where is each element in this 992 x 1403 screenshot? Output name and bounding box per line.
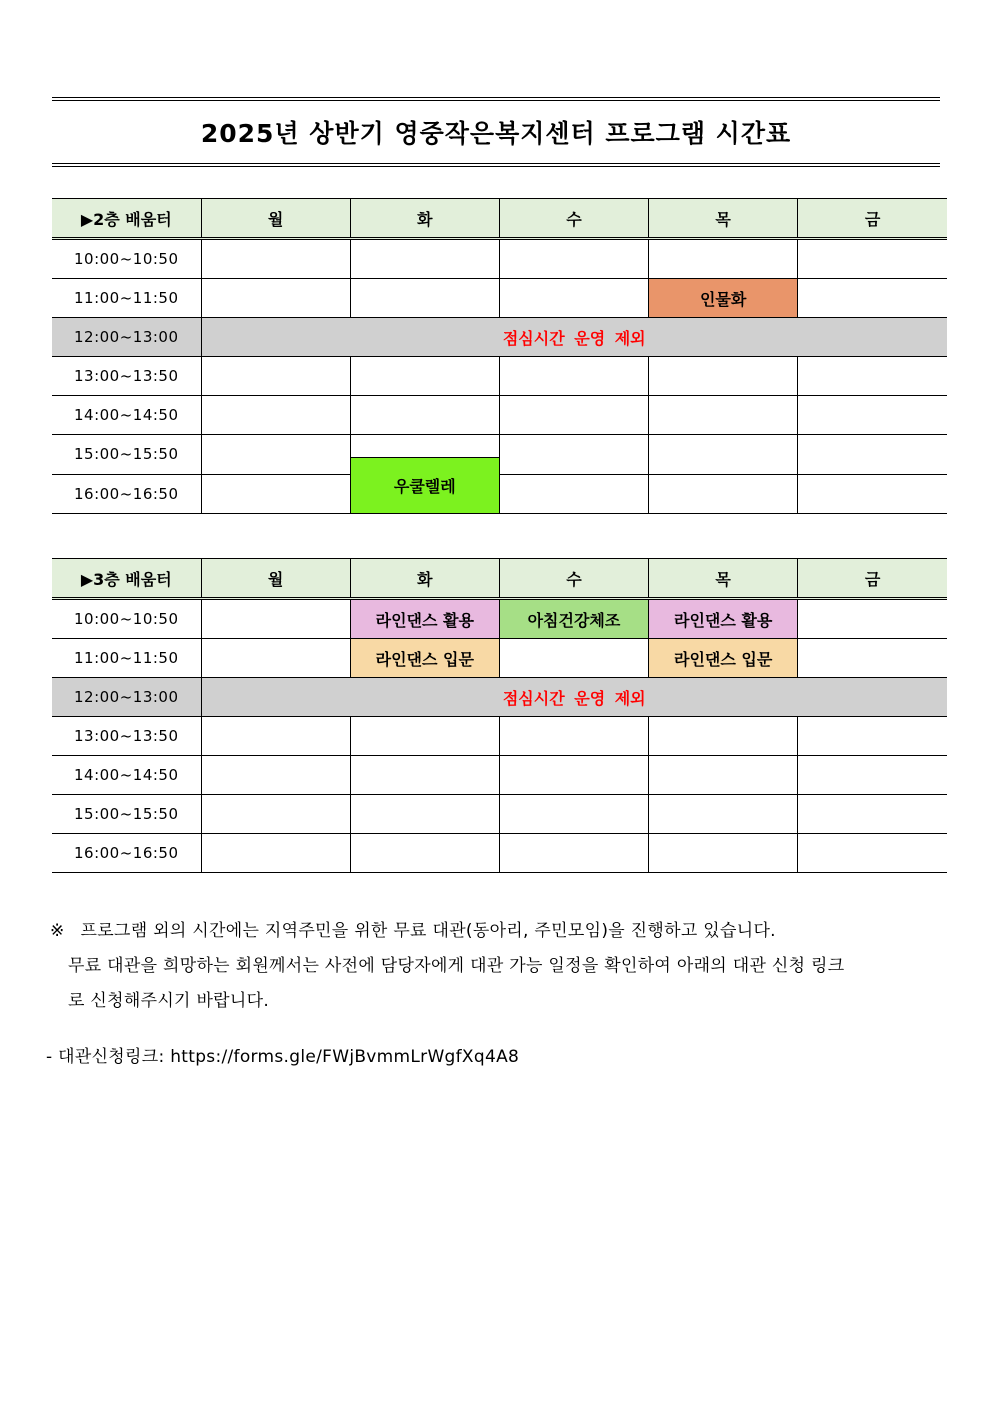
time-row [52, 239, 947, 279]
time-row [52, 717, 947, 756]
schedule-table-floor2 [52, 198, 947, 514]
cell [798, 357, 947, 396]
cell [350, 357, 499, 396]
ukulele-cell-top [350, 435, 499, 475]
cell [350, 795, 499, 834]
cell [798, 756, 947, 795]
time-row [52, 599, 947, 639]
time-row [52, 756, 947, 795]
cell [499, 396, 648, 435]
cell [201, 834, 350, 873]
time-row [52, 639, 947, 678]
program-cell-morning-exercise: 아침건강체조 [499, 599, 648, 639]
program-cell-ukulele [350, 474, 499, 513]
cell [499, 435, 648, 475]
cell [798, 474, 947, 513]
cell [350, 239, 499, 279]
day-header-thu: 목 [649, 559, 798, 599]
time-slot: 15:00~15:50 [52, 795, 201, 834]
cell [201, 435, 350, 475]
day-header-fri: 금 [798, 199, 947, 239]
time-row [52, 279, 947, 318]
cell [649, 435, 798, 475]
cell [201, 599, 350, 639]
cell [798, 239, 947, 279]
time-slot: 11:00~11:50 [52, 279, 201, 318]
time-row [52, 474, 947, 513]
header-row [52, 199, 947, 239]
cell [350, 717, 499, 756]
cell [201, 756, 350, 795]
time-row [52, 795, 947, 834]
lunch-row [52, 318, 947, 357]
cell [201, 474, 350, 513]
time-row [52, 834, 947, 873]
program-label-ukulele: 우쿨렐레 [393, 476, 456, 496]
cell [499, 756, 648, 795]
cell [649, 396, 798, 435]
notice-line [50, 914, 945, 949]
cell [649, 239, 798, 279]
cell [798, 396, 947, 435]
day-header-wed: 수 [499, 559, 648, 599]
cell [499, 717, 648, 756]
cell [499, 834, 648, 873]
day-header-tue: 화 [350, 199, 499, 239]
cell [798, 639, 947, 678]
cell [499, 357, 648, 396]
cell [201, 279, 350, 318]
cell [798, 279, 947, 318]
cell [499, 239, 648, 279]
cell [649, 756, 798, 795]
program-cell-linedance-use: 라인댄스 활용 [649, 599, 798, 639]
notice-text-2: 무료 대관을 희망하는 회원께서는 사전에 담당자에게 대관 가능 일정을 확인하여 아래의 대관 신청 링크 [68, 956, 845, 976]
time-slot: 10:00~10:50 [52, 239, 201, 279]
reference-mark: ※ [50, 921, 65, 941]
lunch-notice: 점심시간 운영 제외 [201, 678, 947, 717]
program-cell-portrait: 인물화 [649, 279, 798, 318]
notice-text-3: 로 신청해주시기 바랍니다. [68, 991, 270, 1011]
program-cell-linedance-intro: 라인댄스 입문 [649, 639, 798, 678]
time-slot: 16:00~16:50 [52, 834, 201, 873]
day-header-thu: 목 [649, 199, 798, 239]
rental-link[interactable]: - 대관신청링크: https://forms.gle/FWjBvmmLrWgfXq4A8 [46, 1047, 520, 1067]
cell [350, 396, 499, 435]
time-slot: 15:00~15:50 [52, 435, 201, 475]
cell [201, 639, 350, 678]
program-cell-linedance-use: 라인댄스 활용 [350, 599, 499, 639]
time-row [52, 357, 947, 396]
cell [499, 795, 648, 834]
cell [499, 474, 648, 513]
schedule-table-floor3 [52, 558, 947, 873]
program-cell-linedance-intro: 라인댄스 입문 [350, 639, 499, 678]
time-slot: 10:00~10:50 [52, 599, 201, 639]
cell [649, 357, 798, 396]
cell [649, 474, 798, 513]
cell [798, 435, 947, 475]
time-slot: 12:00~13:00 [52, 678, 201, 717]
time-slot: 13:00~13:50 [52, 357, 201, 396]
day-header-mon: 월 [201, 559, 350, 599]
cell [201, 396, 350, 435]
cell [201, 357, 350, 396]
lunch-row [52, 678, 947, 717]
header-row [52, 559, 947, 599]
cell [350, 756, 499, 795]
cell [499, 279, 648, 318]
notice-text-1: 프로그램 외의 시간에는 지역주민을 위한 무료 대관(동아리, 주민모임)을 진행하고 있습니다. [80, 921, 776, 941]
cell [201, 795, 350, 834]
time-slot: 14:00~14:50 [52, 396, 201, 435]
rental-notice [50, 914, 945, 1019]
cell [499, 639, 648, 678]
day-header-wed: 수 [499, 199, 648, 239]
cell [649, 834, 798, 873]
time-slot: 14:00~14:50 [52, 756, 201, 795]
cell [350, 279, 499, 318]
cell [649, 795, 798, 834]
title-box [52, 97, 940, 167]
day-header-mon: 월 [201, 199, 350, 239]
lunch-notice: 점심시간 운영 제외 [201, 318, 947, 357]
floor-label: ▶3층 배움터 [52, 559, 201, 599]
page-title: 2025년 상반기 영중작은복지센터 프로그램 시간표 [200, 119, 792, 148]
cell [798, 599, 947, 639]
floor-label: ▶2층 배움터 [52, 199, 201, 239]
day-header-fri: 금 [798, 559, 947, 599]
cell [798, 834, 947, 873]
time-slot: 11:00~11:50 [52, 639, 201, 678]
cell [798, 795, 947, 834]
cell [201, 717, 350, 756]
time-row [52, 435, 947, 475]
time-slot: 12:00~13:00 [52, 318, 201, 357]
cell [350, 834, 499, 873]
time-slot: 16:00~16:50 [52, 474, 201, 513]
day-header-tue: 화 [350, 559, 499, 599]
cell [649, 717, 798, 756]
time-row [52, 396, 947, 435]
cell [201, 239, 350, 279]
cell [798, 717, 947, 756]
time-slot: 13:00~13:50 [52, 717, 201, 756]
